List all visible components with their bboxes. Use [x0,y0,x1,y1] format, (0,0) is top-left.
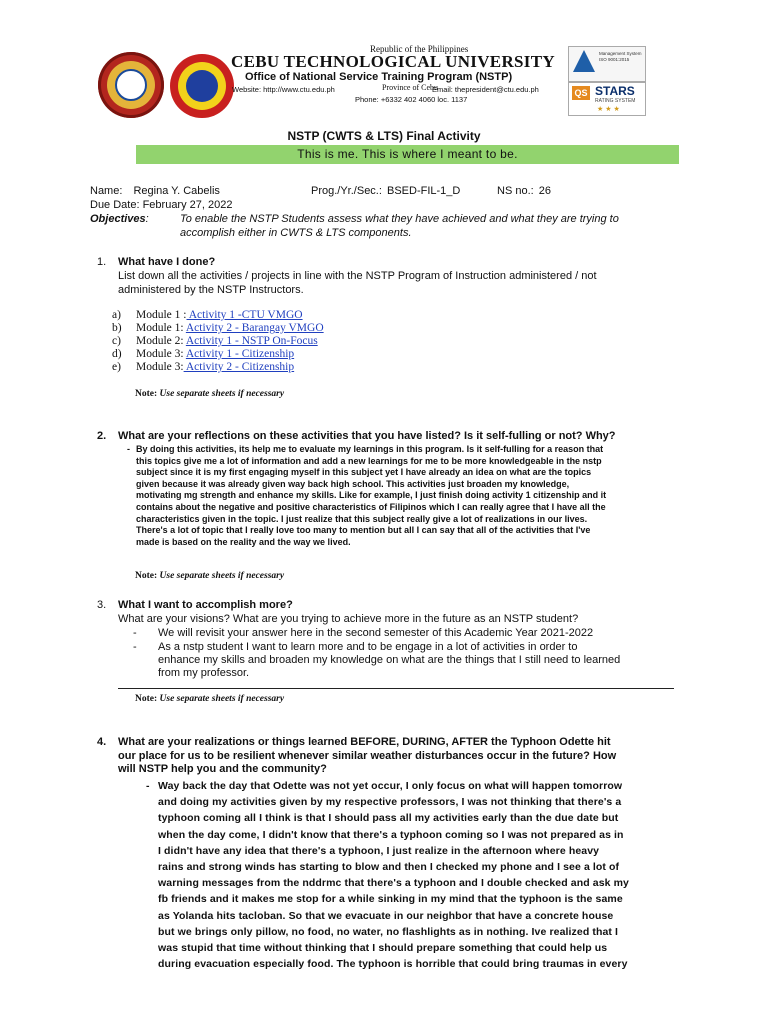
q1-number: 1. [97,256,107,268]
answer-line: There's a lot of topic that I really love too many to mention but all I can say that all of the activities that I've [136,525,591,536]
stars-sublabel: RATING SYSTEM [595,98,636,104]
program-label: Prog./Yr./Sec.: [311,185,382,197]
module-label: Module 1 : [136,309,187,321]
ns-label: NS no.: [497,185,534,197]
phone-label: Phone: +6332 402 4060 loc. 1137 [355,95,468,104]
answer-line: made is based on the reality and the way we lived. [136,536,351,547]
qs-logo: QS [572,86,590,100]
iso-badge-text: Management System ISO 9001:2015 [599,51,642,62]
objectives-row: Objectives: [90,213,149,225]
rating-stars-icon: ★★★ [597,106,622,113]
answer-line: motivating mg strength and enhance my skills. Like for example, I just finish doing activity 1 citizenship and it [136,490,607,501]
q2-answer [136,444,676,548]
republic-label: Republic of the Philippines [370,44,469,54]
subtitle-banner [136,145,679,164]
answer-line: Way back the day that Odette was not yet occur, I only focus on what will happen tomorrow [158,780,623,792]
list-letter: a) [112,309,121,321]
list-item [112,309,324,322]
list-item [112,322,324,335]
activity-link[interactable]: Activity 2 - Barangay VMGO [185,321,324,334]
module-label: Module 2: [136,334,184,347]
iso-badge [568,46,646,82]
q3-dash-1: - [133,627,137,639]
note-2 [135,571,284,581]
name-value: Regina Y. Cabelis [133,185,220,197]
activity-link[interactable]: Activity 2 - Citizenship [183,360,295,373]
page-title: NSTP (CWTS & LTS) Final Activity [287,129,481,143]
list-letter: d) [112,347,122,360]
answer-line: By doing this activities, its help me to evaluate my learnings in this program. Is it self-fulling for a reason that [136,444,604,454]
list-item [112,335,324,348]
ctu-seal-logo [98,52,164,118]
certification-icon [573,50,595,72]
q4-number: 4. [97,736,107,748]
q3-bullet-1: We will revisit your answer here in the second semester of this Academic Year 2021-2022 [158,627,594,639]
q4-bullet-dash: - [146,780,150,792]
note-text: Use separate sheets if necessary [159,571,285,581]
answer-line: enhance my skills and broaden my knowledge on what are the things that I still need to learned [158,654,621,666]
name-label: Name: [90,185,123,197]
note-label: Note: [135,694,158,704]
stars-label: STARS [595,84,635,98]
module-label: Module 1: [136,321,184,334]
answer-line: rains and strong winds has starting to blow and then I checked my phone and I see a lot of [158,861,620,874]
ns-value: 26 [538,185,551,197]
website-label: Website: http://www.ctu.edu.ph [232,85,335,94]
answer-line: but we brings only pillow, no food, no water, no flashlights as in nothing. Ive realized that I [158,925,619,938]
answer-line: characteristics given in the topic. I just realize that this subject really give a lot of realizations in our lives. [136,513,588,524]
answer-line: given because it was already given way back high school. This activities just broaden my knowledge, [136,478,570,489]
office-name: Office of National Service Training Program (NSTP) [245,71,513,83]
q3-dash-2: - [133,641,137,653]
q4-title [118,736,616,777]
title-line: our place for us to be resilient whenever similar weather disturbances occur in the future? How [118,749,617,762]
name-row [90,185,220,198]
q1-title: What have I done? [118,256,216,268]
activity-link[interactable]: Activity 1 - NSTP On-Focus [185,334,318,347]
answer-line: during evacuation especially food. The typhoon is horrible that could bring traumas in every [158,958,628,971]
note-label: Note: [135,571,158,581]
activity-list [112,309,324,374]
q3-title: What I want to accomplish more? [118,599,293,611]
activity-link[interactable]: Activity 1 - Citizenship [185,347,295,360]
note-label: Note: [135,389,158,399]
q2-title: What are your reflections on these activities that you have listed? Is it self-fulling or not? Why? [118,430,616,442]
objectives-text-2: accomplish either in CWTS & LTS components. [180,227,412,239]
list-item [112,348,324,361]
activity-link[interactable]: Activity 1 -CTU VMGO [186,309,303,321]
answer-line: as Yolanda hits tacloban. So that we evacuate in our neighbor that have a concrete house [158,909,614,922]
q3-bullet-2 [158,641,620,680]
answer-line: fb friends and it makes me stop for a while sinking in my mind that the typhoon is the same [158,893,623,906]
note-3 [135,694,284,704]
answer-line: subject since it is my first engaging myself in this subject yet I have already an idea on what are the topics [136,467,592,478]
objectives-label: Objectives [90,213,146,225]
ns-row [497,185,551,198]
list-letter: e) [112,360,121,373]
answer-line: As a nstp student I want to learn more and to be engage in a lot of activities in order to [158,641,578,653]
university-name: CEBU TECHNOLOGICAL UNIVERSITY [231,52,555,71]
q4-answer [158,778,698,972]
note-text: Use separate sheets if necessary [159,694,285,704]
asean-seal-logo [170,54,234,118]
program-value: BSED-FIL-1_D [386,185,461,197]
objectives-text-1: To enable the NSTP Students assess what they have achieved and what they are trying to [180,213,619,225]
answer-line: from my professor. [158,667,250,679]
answer-line: when the day come, I didn't know that there's a typhoon coming so I was not prepared as in [158,828,624,841]
answer-line: contains about the negative and positive characteristics of Filipinos which I can really agree that I have all the [136,501,606,512]
module-label: Module 3: [136,347,184,360]
q2-bullet-dash: - [127,444,130,454]
answer-line: I didn't have any idea that there's a typhoon, I just realize in the afternoon where heavy [158,844,600,857]
answer-line: typhoon coming all I think is that I should pass all my activities early than the due date but [158,812,619,825]
note-1 [135,389,284,399]
answer-underline [118,688,674,689]
title-line: will NSTP help you and the community? [118,763,327,775]
q2-number: 2. [97,430,107,442]
q1-desc-2: administered by the NSTP Instructors. [118,284,304,296]
answer-line: warning messages from the nddrmc that there's a typhoon and I double checked and ask my [158,877,629,890]
subtitle-text: This is me. This is where I meant to be. [297,147,518,161]
q1-desc-1: List down all the activities / projects in line with the NSTP Program of Instruction administered / not [118,270,597,282]
qs-stars-badge [568,82,646,116]
answer-line: and doing my activities given by my respective professors, I was not thinking that there's a [158,796,622,809]
province-label: Province of Cebu [382,83,438,92]
list-item [112,361,324,374]
note-text: Use separate sheets if necessary [159,389,285,399]
answer-line: this topics give me a lot of information and add a new learnings for me to be more knowledgeable in the nstp [136,455,602,466]
email-label: Email: thepresident@ctu.edu.ph [432,85,539,94]
program-row [311,185,460,198]
module-label: Module 3: [136,360,184,373]
q3-number: 3. [97,599,107,611]
q3-desc: What are your visions? What are you trying to achieve more in the future as an NSTP student? [118,613,579,625]
title-line: What are your realizations or things learned BEFORE, DURING, AFTER the Typhoon Odette hit [118,736,611,748]
due-date: Due Date: February 27, 2022 [90,199,233,211]
list-letter: c) [112,334,121,347]
answer-line: was stupid that time without thinking that I should prepare something that could help us [158,942,608,955]
list-letter: b) [112,321,122,334]
